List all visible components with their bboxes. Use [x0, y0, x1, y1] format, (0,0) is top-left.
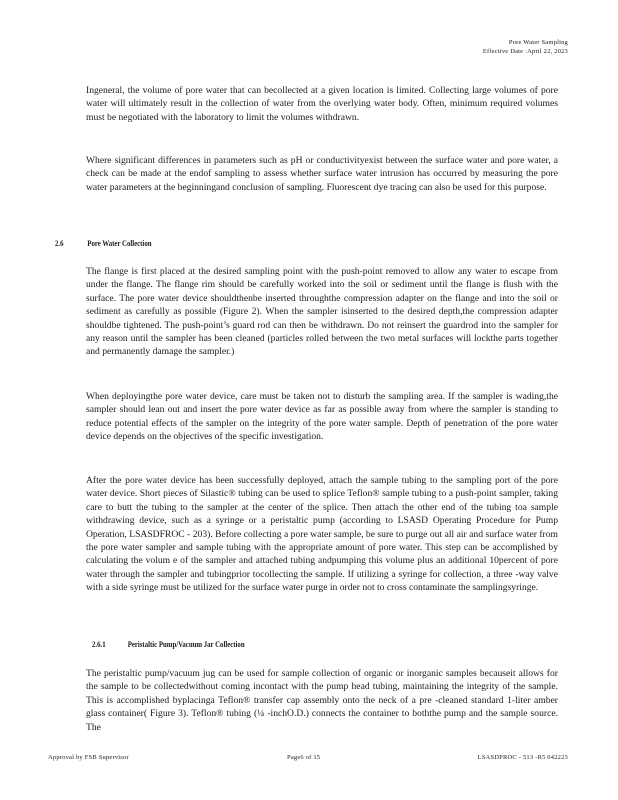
section-title: Peristaltic Pump/Vacuum Jar Collection: [127, 640, 245, 649]
section-title: Pore Water Collection: [87, 239, 152, 248]
header-title: Pore Water Sampling: [508, 39, 568, 46]
footer-document-id: LSASDPROC - 513 -R5 042223: [477, 754, 568, 761]
paragraph-pore-water-volume: Ingeneral, the volume of pore water that can becollected at a given location is limited. Collecting large volumes of pore water will ultimately result in the collection of water from the overlying water body. Often, minimum required volumes must be negotiated with the laboratory to limit the volumes withdrawn.: [86, 85, 558, 123]
paragraph-deploying-device: When deployingthe pore water device, care must be taken not to disturb the sampling area. If the sampler is wading,the sampler should lean out and insert the pore water device as far as possible away from where the sampler is standing to reduce potential effects of the sampler on the integrity of the pore water sample. Depth of penetration of the pore water device depends on the objectives of the specific investigation.: [86, 391, 558, 443]
header-effective-date: Effective Date :April 22, 2023: [482, 48, 568, 55]
paragraph-surface-water-intrusion: Where significant differences in parameters such as pH or conductivityexist between the surface water and pore water, a check can be made at the endof sampling to assess whether surface water intrusion has occurred by measuring the pore water parameters at the beginningand conclusion of sampling. Fluorescent dye tracing can also be used for this purpose.: [86, 155, 558, 193]
section-heading-2-6-1: [92, 640, 245, 649]
paragraph-peristaltic-pump: The peristaltic pump/vacuum jug can be used for sample collection of organic or inorganic samples becauseit allows for the sample to be collectedwithout coming incontact with the pump head tubing, maintaining the integrity of the sample. This is accomplished byplacinga Teflon® transfer cap assembly onto the neck of a pre -cleaned standard 1-liter amber glass container( Figure 3). Teflon® tubing (¼ -inchO.D.) connects the container to boththe pump and the sample source. The: [86, 668, 558, 733]
section-number: 2.6: [55, 239, 64, 248]
paragraph-sample-tubing: After the pore water device has been successfully deployed, attach the sample tubing to the sampling port of the pore water device. Short pieces of Silastic® tubing can be used to splice Teflon® sample tubing to a push-point sampler, taking care to butt the tubing to the sampler at the center of the splice. Then attach the other end of the tubing toa sample withdrawing device, such as a syringe or a peristaltic pump (according to LSASD Operating Procedure for Pump Operation, LSASDFROC - 203). Before collecting a pore water sample, be sure to purge out all air and surface water from the pore water sampler and sample tubing with the appropriate amount of pore water. This step can be accomplished by calculating the volum e of the sampler and attached tubing andpumping this volume plus an additional 10percent of pore water through the sampler and tubingprior tocollecting the sample. If utilizing a syringe for collection, a three -way valve with a side syringe must be utilized for the surface water purge in order not to cross contaminate the samplingsyringe.: [86, 475, 558, 594]
footer-approval: Approval by FSB Supervisor: [48, 754, 129, 761]
paragraph-flange-placement: The flange is first placed at the desired sampling point with the push-point removed to allow any water to escape from under the flange. The flange rim should be carefully worked into the soil or sediment until the flange is flush with the surface. The pore water device shouldthenbe inserted throughthe compression adapter on the flange and into the soil or sediment as carefully as possible (Figure 2). When the sampler isinserted to the desired depth,the compression adapter shouldbe tightened. The push-point’s guard rod can then be withdrawn. Do not reinsert the guardrod into the sampler for any reason until the sampler has been cleaned (particles rolled between the two metal surfaces will lockthe parts together and permanently damage the sampler.): [86, 266, 558, 358]
section-heading-2-6: [55, 239, 152, 248]
section-number: 2.6.1: [92, 640, 106, 649]
footer-page-number: Page6 of 15: [287, 754, 321, 761]
